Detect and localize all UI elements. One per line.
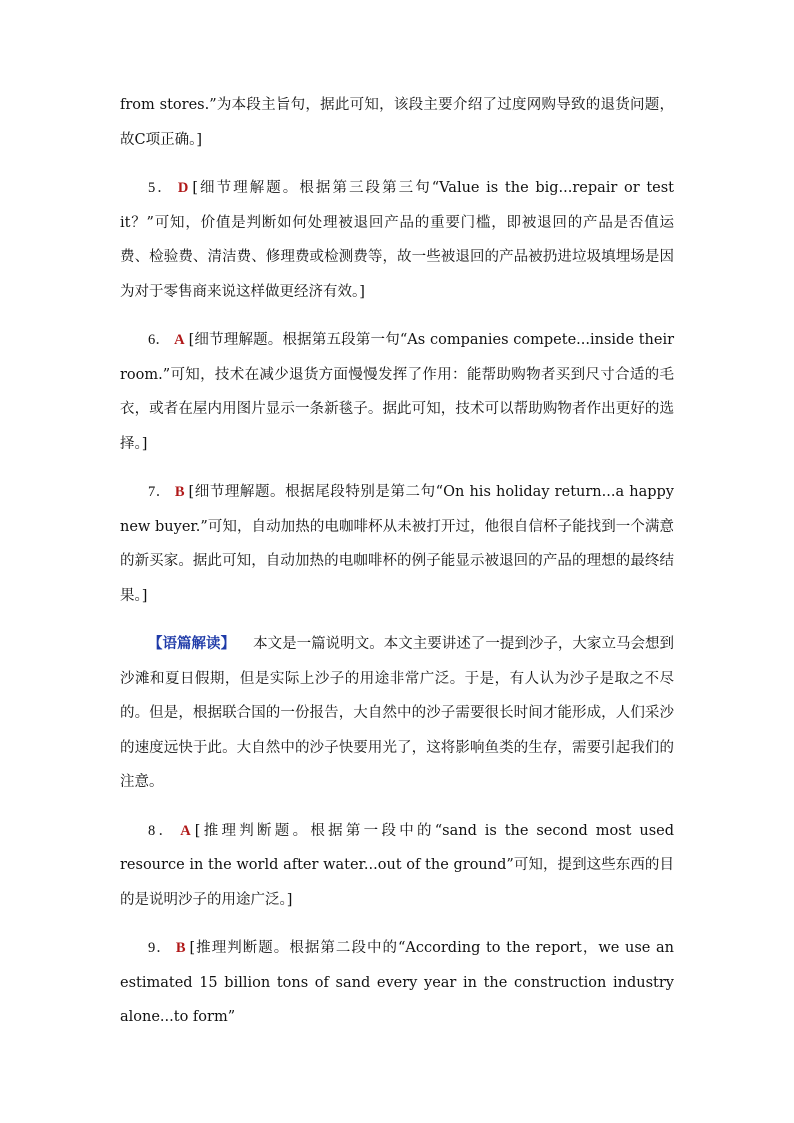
reading-summary: [120, 627, 674, 800]
explanation-text: [推理判断题。根据第二段中的“According to the report，we use an estimated 15 billion tons of sand every year in the construction industry alone...to form”: [120, 940, 675, 1025]
item-number: 8．: [148, 822, 177, 839]
continued-paragraph: [120, 88, 674, 157]
answer-item-8: [120, 814, 674, 918]
continued-text: from stores.”为本段主旨句，据此可知，该段主要介绍了过度网购导致的退货问题，故C项正确。]: [120, 97, 674, 148]
answer-letter: A: [180, 822, 191, 839]
answer-letter: B: [174, 484, 185, 500]
explanation-text: [细节理解题。根据尾段特别是第二句“On his holiday return...a happy new buyer.”可知，自动加热的电咖啡杯从未被打开过，他很自信杯子能找到一个满意的新买家。据此可知，自动加热的电咖啡杯的例子能显示被退回的产品的理想的最终结果。]: [120, 484, 675, 604]
answer-item-7: [120, 475, 674, 613]
reading-heading: 【语篇解读】: [148, 635, 236, 652]
answer-letter: D: [177, 180, 189, 196]
item-number: 5．: [148, 180, 174, 196]
item-number: 9．: [148, 940, 172, 956]
explanation-text: [推理判断题。根据第一段中的“sand is the second most used resource in the world after water...out of the ground”可知，提到这些东西的目的是说明沙子的用途广泛。]: [120, 822, 674, 908]
explanation-text: [细节理解题。根据第五段第一句“As companies compete...inside their room.”可知，技术在减少退货方面慢慢发挥了作用：能帮助购物者买到尺寸合适的毛衣，或者在屋内用图片显示一条新毯子。据此可知，技术可以帮助购物者作出更好的选择。]: [120, 332, 675, 452]
answer-letter: A: [174, 332, 185, 348]
explanation-text: [细节理解题。根据第三段第三句“Value is the big...repair or test it？”可知，价值是判断如何处理被退回产品的重要门槛，即被退回的产品是否值运费、检验费、清洁费、修理费或检测费等，故一些被退回的产品被扔进垃圾填埋场是因为对于零售商来说这样做更经济有效。]: [120, 180, 675, 300]
item-number: 6．: [148, 332, 171, 348]
item-number: 7．: [148, 484, 171, 500]
answer-item-5: [120, 171, 674, 309]
reading-text: 本文是一篇说明文。本文主要讲述了一提到沙子，大家立马会想到沙滩和夏日假期，但是实际上沙子的用途非常广泛。于是，有人认为沙子是取之不尽的。但是，根据联合国的一份报告，大自然中的沙子需要很长时间才能形成，人们采沙的速度远快于此。大自然中的沙子快要用光了，这将影响鱼类的生存，需要引起我们的注意。: [120, 636, 675, 790]
answer-item-6: [120, 323, 674, 461]
answer-letter: B: [175, 940, 186, 956]
answer-item-9: [120, 931, 674, 1035]
